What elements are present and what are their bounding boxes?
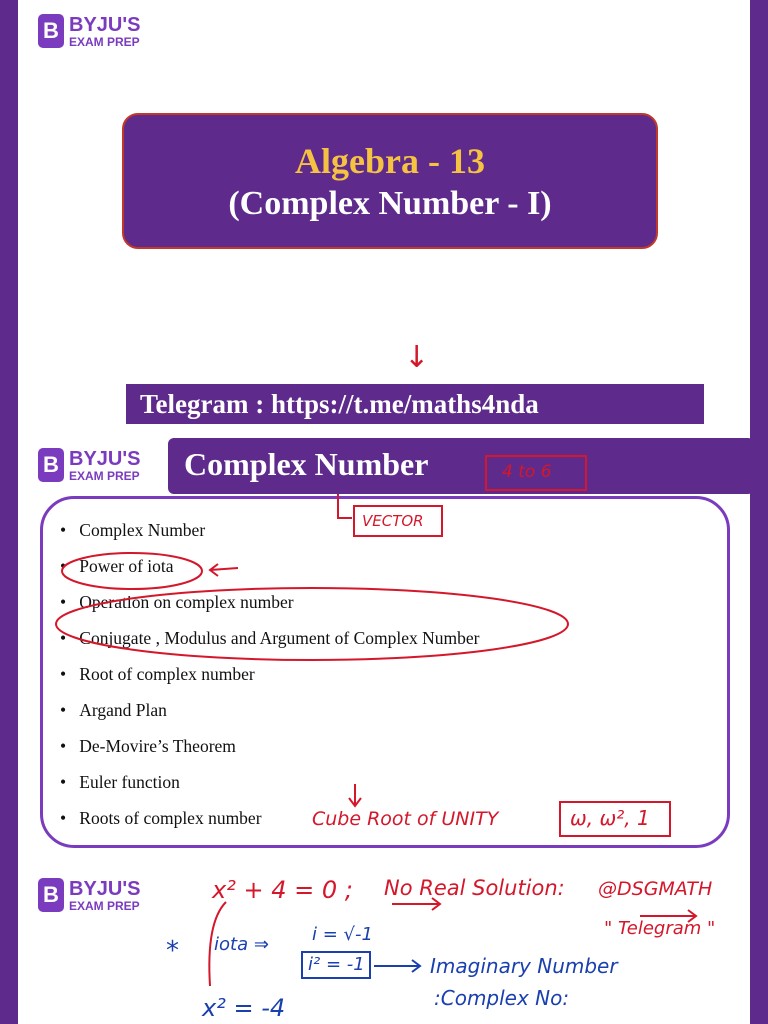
brand-logo bbox=[38, 14, 140, 48]
title-box bbox=[122, 113, 658, 249]
vector-arrow bbox=[338, 494, 352, 518]
slide-edge-left bbox=[0, 0, 18, 432]
topic-item: • Operation on complex number bbox=[60, 592, 294, 612]
brand-logo-icon: B bbox=[38, 448, 64, 482]
x-square-note: x² = -4 bbox=[202, 994, 286, 1022]
title-line-1: Algebra - 13 bbox=[295, 141, 485, 181]
brand-sub: EXAM PREP bbox=[69, 34, 140, 49]
i-definition-note: i = √-1 bbox=[312, 924, 373, 945]
brand-name: BYJU'S bbox=[69, 13, 141, 36]
topic-item: • De-Movire’s Theorem bbox=[60, 736, 236, 756]
arrow-down-icon: ↓ bbox=[404, 340, 430, 375]
operations-circle bbox=[56, 588, 568, 660]
title-line-2: (Complex Number - I) bbox=[228, 185, 552, 222]
brand-name: BYJU'S bbox=[69, 877, 141, 900]
complex-note: :Complex No: bbox=[434, 986, 570, 1010]
section-heading: Complex Number bbox=[184, 446, 429, 482]
power-iota-circle bbox=[62, 553, 202, 589]
slide-edge-right bbox=[750, 0, 768, 432]
brand-logo-icon: B bbox=[38, 14, 64, 48]
brand-sub: EXAM PREP bbox=[69, 898, 140, 913]
brand-name: BYJU'S bbox=[69, 447, 141, 470]
equation-note: x² + 4 = 0 ; bbox=[212, 876, 353, 904]
brand-logo-icon: B bbox=[38, 878, 64, 912]
topic-item: • Conjugate , Modulus and Argument of Complex Number bbox=[60, 628, 480, 648]
slide-notes bbox=[0, 862, 768, 1024]
handle-note: @DSGMATH bbox=[598, 878, 713, 900]
telegram-note: " Telegram " bbox=[604, 918, 716, 939]
topic-item: • Argand Plan bbox=[60, 700, 167, 720]
omega-note: ω, ω², 1 bbox=[570, 806, 650, 830]
imaginary-arrow bbox=[374, 960, 420, 972]
cube-root-note: Cube Root of UNITY bbox=[312, 808, 499, 830]
topic-item: • Complex Number bbox=[60, 520, 206, 540]
brand-sub: EXAM PREP bbox=[69, 468, 140, 483]
imaginary-note: Imaginary Number bbox=[430, 954, 618, 978]
ink-annotations bbox=[0, 432, 768, 862]
slide-topics bbox=[0, 432, 768, 862]
topic-item: • Root of complex number bbox=[60, 664, 255, 684]
vector-note: VECTOR bbox=[362, 512, 424, 530]
slide-title bbox=[0, 0, 768, 432]
power-iota-arrow bbox=[210, 564, 238, 576]
star-note: * bbox=[166, 936, 179, 966]
cube-root-arrow bbox=[349, 784, 361, 806]
iota-note: iota ⇒ bbox=[214, 934, 269, 955]
i-square-note: i² = -1 bbox=[308, 954, 365, 975]
topic-item: • Euler function bbox=[60, 772, 180, 792]
telegram-banner bbox=[126, 384, 704, 424]
topic-item: • Roots of complex number bbox=[60, 808, 262, 828]
range-note: 4 to 6 bbox=[502, 462, 552, 482]
no-real-note: No Real Solution: bbox=[384, 876, 565, 900]
telegram-link[interactable]: Telegram : https://t.me/maths4nda bbox=[140, 389, 539, 419]
topic-item: • Power of iota bbox=[60, 556, 174, 576]
